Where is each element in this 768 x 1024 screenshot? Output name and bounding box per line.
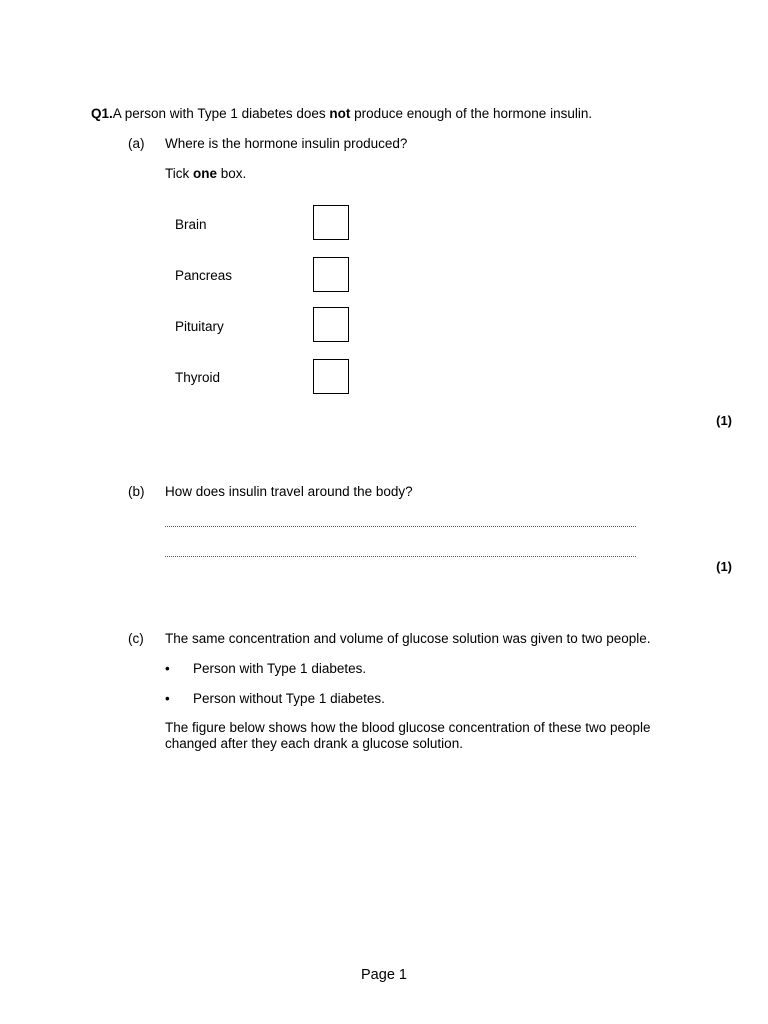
option-label-pituitary: Pituitary: [175, 319, 224, 334]
figure-description-line-2: changed after they each drank a glucose solution.: [165, 736, 463, 751]
part-a-instruction: Tick one box.: [165, 166, 247, 181]
tick-box-thyroid[interactable]: [313, 359, 349, 394]
part-a-marks: (1): [716, 413, 732, 428]
part-b-question: How does insulin travel around the body?: [165, 484, 413, 499]
part-c-label: (c): [128, 631, 144, 646]
part-b-marks: (1): [716, 559, 732, 574]
bullet-marker: •: [165, 661, 170, 676]
part-b-label: (b): [128, 484, 145, 499]
bullet-item: Person with Type 1 diabetes.: [193, 661, 367, 676]
answer-line-2[interactable]: [165, 556, 636, 557]
page-number: Page 1: [361, 967, 407, 983]
tick-box-pancreas[interactable]: [313, 257, 349, 292]
part-c-text: The same concentration and volume of glucose solution was given to two people.: [165, 631, 651, 646]
bullet-item: Person without Type 1 diabetes.: [193, 691, 385, 706]
answer-line-1[interactable]: [165, 526, 636, 527]
option-label-pancreas: Pancreas: [175, 268, 233, 283]
tick-box-brain[interactable]: [313, 205, 349, 240]
tick-box-pituitary[interactable]: [313, 307, 349, 342]
question-number: Q1.: [91, 106, 113, 121]
option-label-brain: Brain: [175, 217, 207, 232]
question-intro: Q1.A person with Type 1 diabetes does not produce enough of the hormone insulin.: [91, 106, 593, 121]
option-label-thyroid: Thyroid: [175, 370, 221, 385]
part-a-label: (a): [128, 136, 145, 151]
part-a-question: Where is the hormone insulin produced?: [165, 136, 408, 151]
figure-description-line-1: The figure below shows how the blood glucose concentration of these two people: [165, 720, 651, 735]
bullet-marker: •: [165, 691, 170, 706]
